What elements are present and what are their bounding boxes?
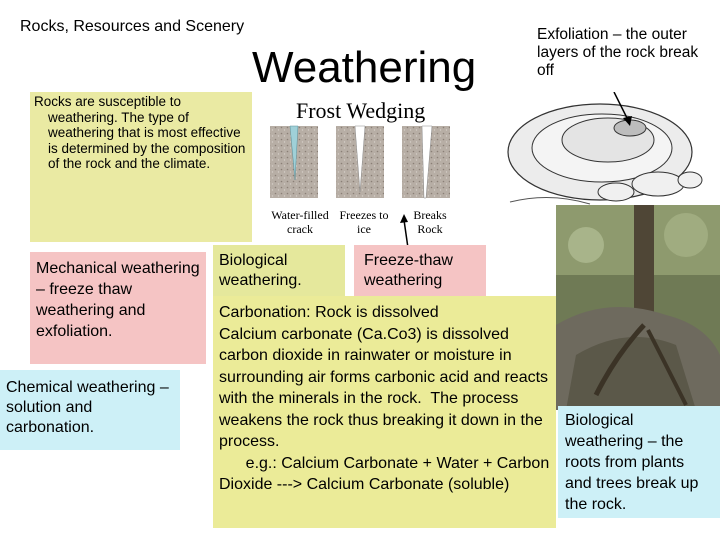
slide-subtitle: Rocks, Resources and Scenery	[20, 18, 245, 35]
frost-wedging-title: Frost Wedging	[296, 98, 426, 123]
mechanical-weathering-text: Mechanical weathering – freeze thaw weathering and exfoliation.	[36, 260, 200, 340]
slide-title: Weathering	[252, 43, 477, 92]
exfoliation-image	[490, 92, 718, 214]
biological-roots-text: Biological weathering – the roots from plants and trees break up the rock.	[565, 412, 699, 513]
tree-roots-photo	[556, 205, 720, 410]
mechanical-weathering-box	[30, 252, 206, 364]
chemical-weathering-text: Chemical weathering – solution and carbonation.	[6, 379, 169, 436]
intro-text: Rocks are susceptible to weathering. The type of weathering that is most effective is determined by the composition of the rock and the climate.	[34, 94, 246, 171]
biological-weathering-text: Biological weathering.	[219, 252, 302, 289]
freeze-thaw-text: Freeze-thaw weathering	[364, 252, 453, 289]
biological-roots-box	[558, 406, 720, 518]
chemical-weathering-box	[0, 370, 180, 450]
exfoliation-caption: Exfoliation – the outer layers of the rock break off	[537, 26, 699, 79]
caption-freezes-to-ice: Freezes to ice	[339, 208, 389, 236]
caption-breaks-rock: Breaks Rock	[413, 208, 447, 236]
caption-water-filled-crack: Water-filled crack	[271, 208, 329, 236]
carbonation-box: Carbonation: Rock is dissolved Calcium carbonate (Ca.Co3) is dissolved carbon dioxide in rainwater or moisture in surrounding air forms carbonic acid and reacts with the minerals in the rock. The process weakens the rock thus breaking it down in the process. e.g.: Calcium Carbonate + Water + Carbon Dioxide ---> Calcium Carbonate (soluble)	[213, 296, 556, 528]
intro-text-box	[30, 92, 252, 242]
